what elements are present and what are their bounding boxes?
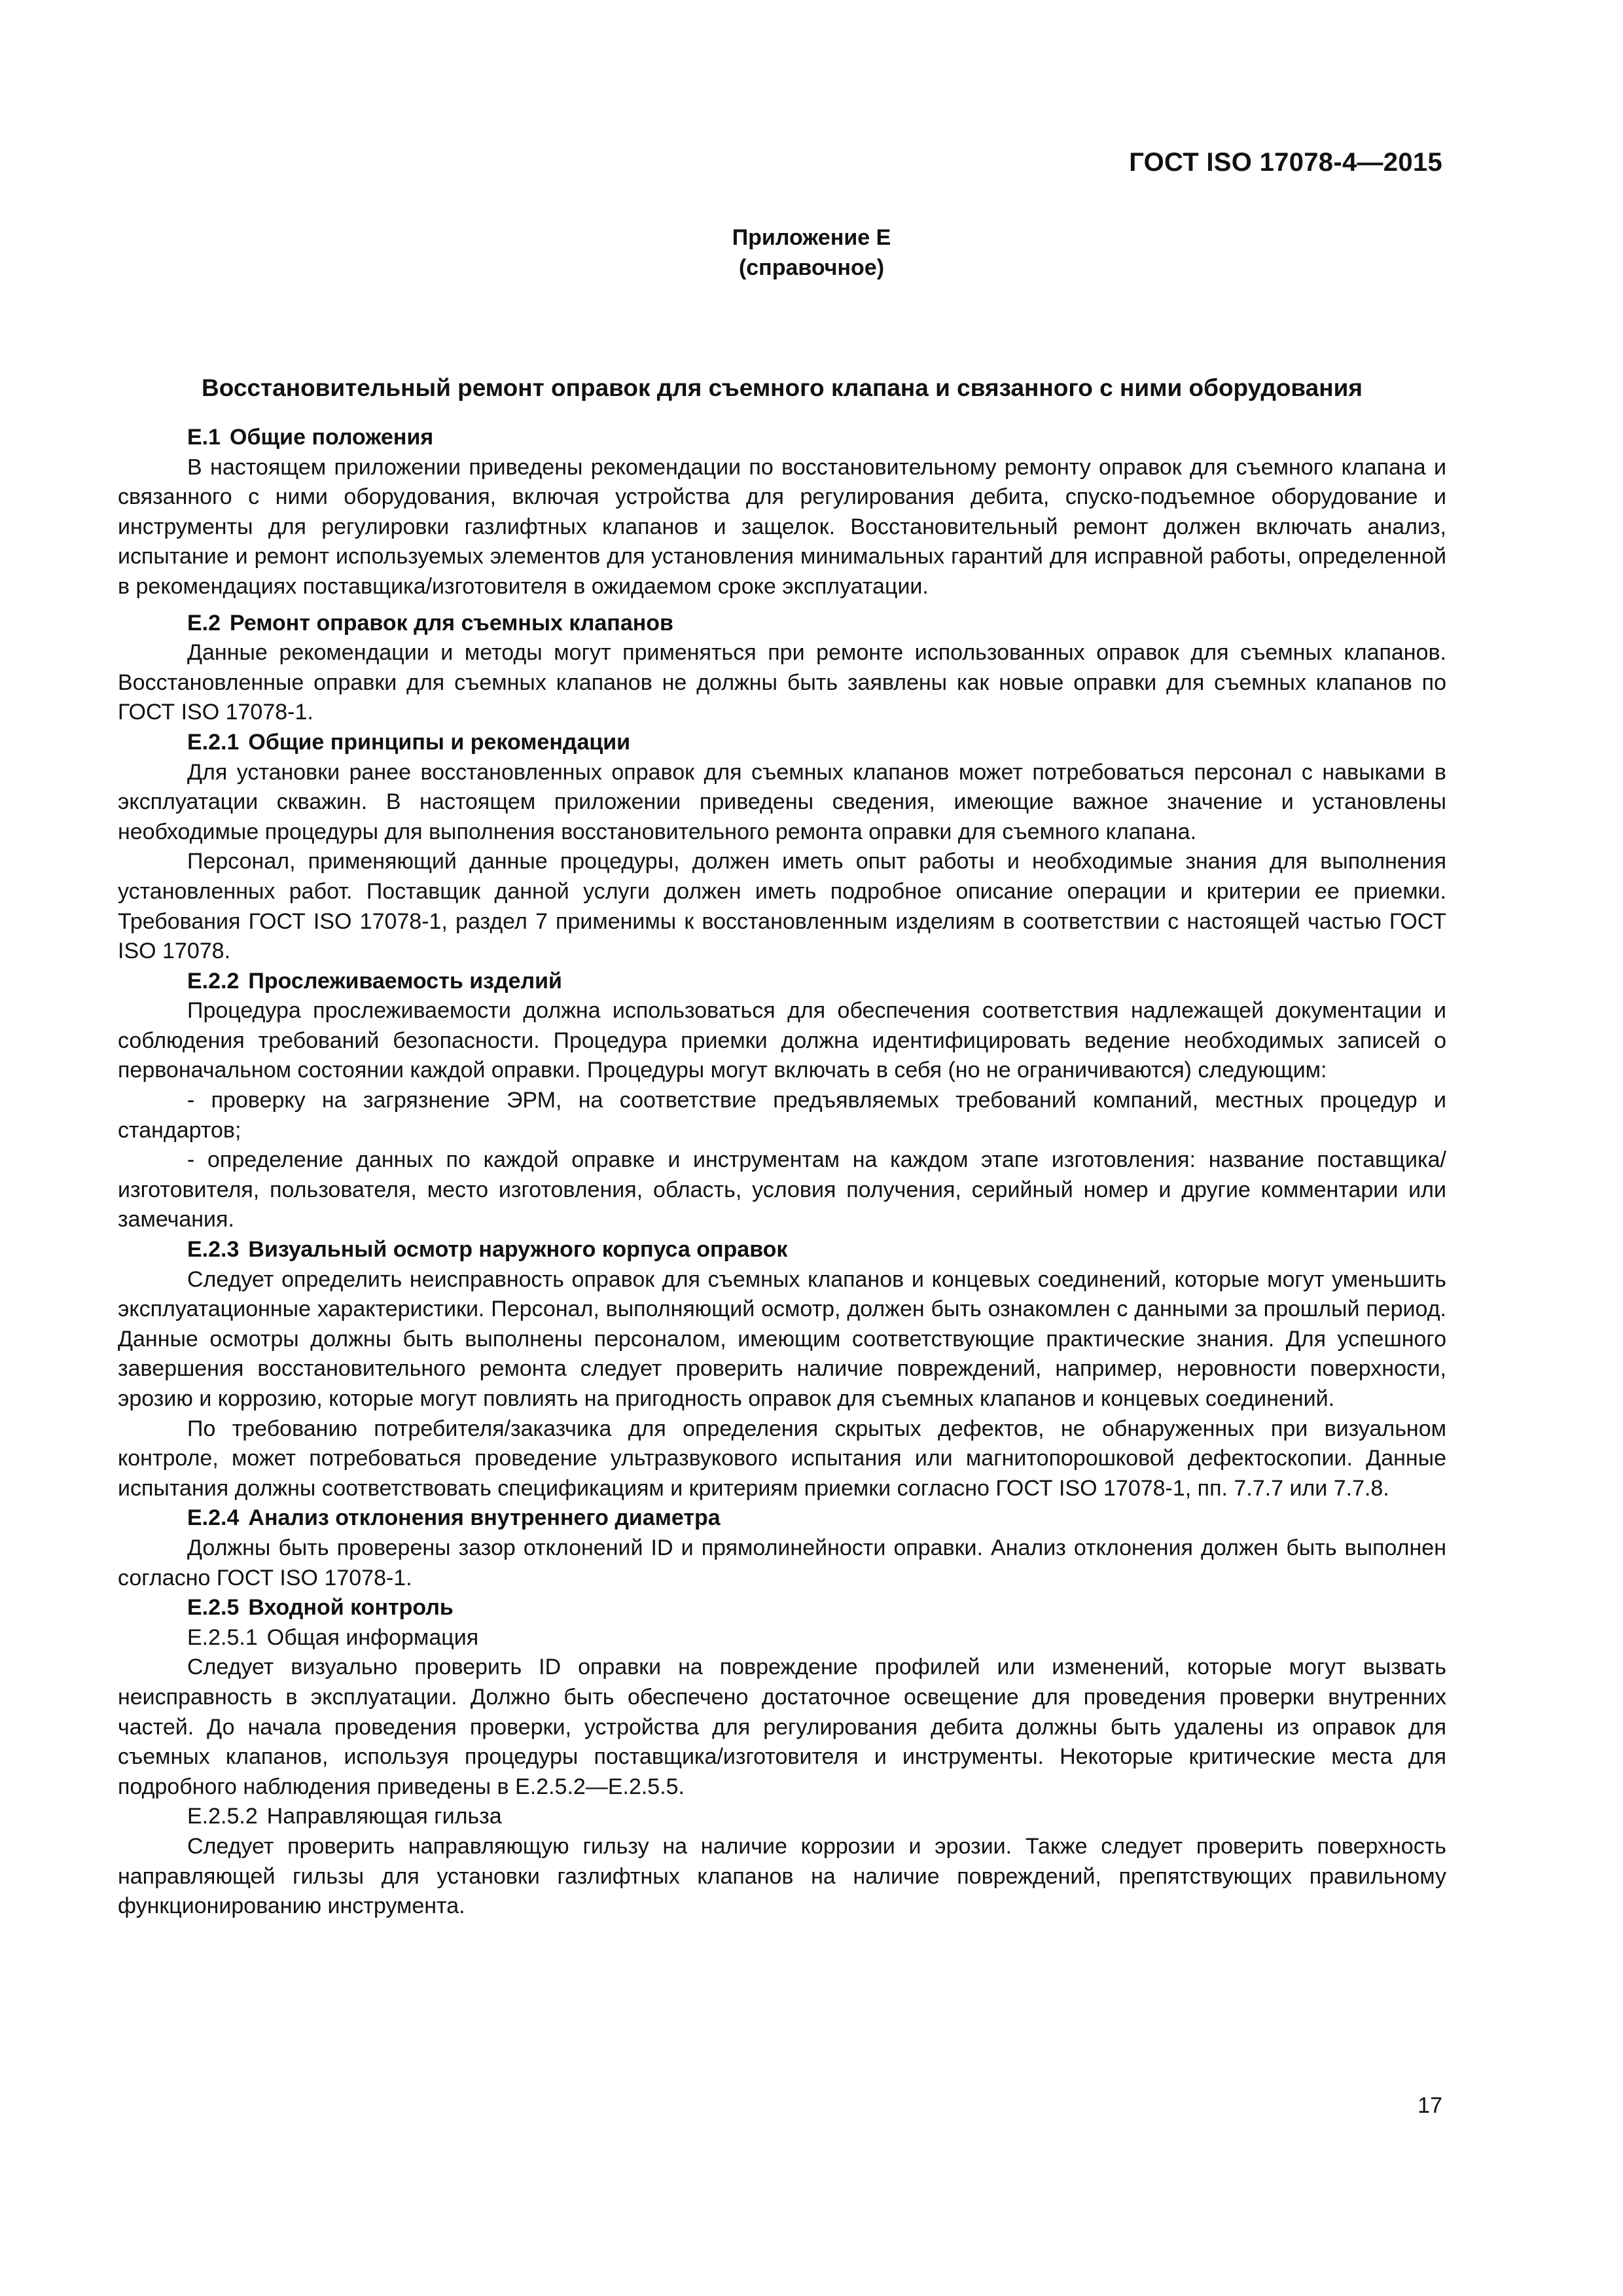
section-number: Е.2.5: [187, 1595, 240, 1621]
section-heading-e2: [118, 609, 1446, 639]
paragraph: В настоящем приложении приведены рекомендации по восстановительному ремонту оправок для съемного клапана и связанного с ними оборудования, включая устройства для регулирования дебита, спуско-подъемное оборудование и инструменты для регулировки газлифтных клапанов и защелок. Восстановительный ремонт должен включать анализ, испытание и ремонт используемых элементов для установления минимальных гарантий для исправной работы, определенной в рекомендациях поставщика/изготовителя в ожидаемом сроке эксплуатации.: [118, 454, 1446, 599]
section-heading-e22: [118, 967, 1446, 997]
section-title: Ремонт оправок для съемных клапанов: [230, 610, 673, 636]
section-title: Анализ отклонения внутреннего диаметра: [248, 1505, 721, 1531]
annex-heading: [0, 223, 1623, 283]
paragraph: По требованию потребителя/заказчика для определения скрытых дефектов, не обнаруженных при визуальном контроле, может потребоваться проведение ультразвукового испытания или магнитопорошковой дефектоскопии. Данные испытания должны соответствовать спецификациям и критериям приемки согласно ГОСТ ISO 17078-1, пп. 7.7.7 или 7.7.8.: [118, 1416, 1446, 1501]
paragraph: Процедура прослеживаемости должна использоваться для обеспечения соответствия надлежащей документации и соблюдения требований безопасности. Процедура приемки должна идентифицировать ведение необходимых записей о первоначальном состоянии каждой оправки. Процедуры могут включать в себя (но не ограничиваются) следующим:: [118, 998, 1446, 1083]
section-number: Е.1: [187, 425, 221, 450]
subsection-title: Общая информация: [266, 1624, 479, 1650]
standard-number: ГОСТ ISO 17078-4—2015: [1129, 148, 1442, 177]
section-heading-e24: [118, 1503, 1446, 1534]
list-item: - определение данных по каждой оправке и инструментам на каждом этапе изготовления: название поставщика/изготовителя, пользователя, место изготовления, область, условия получения, серийный номер и другие комментарии или замечания.: [118, 1147, 1446, 1232]
section-number: Е.2.1: [187, 729, 240, 755]
section-title: Визуальный осмотр наружного корпуса оправок: [248, 1237, 788, 1263]
annex-title: Восстановительный ремонт оправок для съемного клапана и связанного с ними оборудования: [202, 374, 1363, 401]
section-heading-e25: [118, 1593, 1446, 1623]
paragraph: Персонал, применяющий данные процедуры, должен иметь опыт работы и необходимые знания для выполнения установленных работ. Поставщик данной услуги должен иметь подробное описание операции и критерии ее приемки. Требования ГОСТ ISO 17078-1, раздел 7 применимы к восстановленным изделиям в соответствии с настоящей частью ГОСТ ISO 17078.: [118, 849, 1446, 964]
section-number: Е.2: [187, 610, 221, 636]
paragraph: Следует проверить направляющую гильзу на наличие коррозии и эрозии. Также следует проверить поверхность направляющей гильзы для установки газлифтных клапанов на наличие повреждений, препятствующих правильному функционированию инструмента.: [118, 1833, 1446, 1919]
subsection-number: Е.2.5.2: [187, 1804, 258, 1829]
section-heading-e23: [118, 1235, 1446, 1265]
subsection-heading-e252: [118, 1802, 1446, 1832]
paragraph: Следует визуально проверить ID оправки на повреждение профилей или изменений, которые могут вызвать неисправность в эксплуатации. Должно быть обеспечено достаточное освещение для проведения проверки внутренних частей. До начала проведения проверки, устройства для регулирования дебита должны быть удалены из оправок для съемных клапанов, используя процедуры поставщика/изготовителя и инструменты. Некоторые критические места для подробного наблюдения приведены в Е.2.5.2—Е.2.5.5.: [118, 1655, 1446, 1799]
subsection-title: Направляющая гильза: [266, 1804, 502, 1829]
list-item: - проверку на загрязнение ЭРМ, на соответствие предъявляемых требований компаний, местных процедур и стандартов;: [118, 1088, 1446, 1143]
paragraph: Для установки ранее восстановленных оправок для съемных клапанов может потребоваться персонал с навыками в эксплуатации скважин. В настоящем приложении приведены сведения, имеющие важное значение и установлены необходимые процедуры для выполнения восстановительного ремонта оправки для съемного клапана.: [118, 759, 1446, 844]
section-title: Входной контроль: [248, 1595, 454, 1621]
section-title: Общие положения: [230, 425, 434, 450]
section-title: Общие принципы и рекомендации: [248, 729, 631, 755]
paragraph: Данные рекомендации и методы могут применяться при ремонте использованных оправок для съемных клапанов. Восстановленные оправки для съемных клапанов не должны быть заявлены как новые оправки для съемных клапанов по ГОСТ ISO 17078-1.: [118, 640, 1446, 725]
annex-label: Приложение Е: [732, 225, 891, 250]
section-number: Е.2.3: [187, 1237, 240, 1263]
section-title: Прослеживаемость изделий: [248, 968, 562, 994]
section-heading-e1: [118, 423, 1446, 453]
section-heading-e21: [118, 728, 1446, 758]
subsection-heading-e251: [118, 1623, 1446, 1653]
subsection-number: Е.2.5.1: [187, 1624, 258, 1650]
section-number: Е.2.4: [187, 1505, 240, 1531]
document-body: [118, 372, 1446, 1922]
paragraph: Должны быть проверены зазор отклонений ID и прямолинейности оправки. Анализ отклонения должен быть выполнен согласно ГОСТ ISO 17078-1.: [118, 1535, 1446, 1590]
section-number: Е.2.2: [187, 968, 240, 994]
page-number: 17: [1418, 2093, 1442, 2118]
paragraph: Следует определить неисправность оправок для съемных клапанов и концевых соединений, которые могут уменьшить эксплуатационные характеристики. Персонал, выполняющий осмотр, должен быть ознакомлен с данными за прошлый период. Данные осмотры должны быть выполнены персоналом, имеющим соответствующие практические знания. Для успешного завершения восстановительного ремонта следует проверить наличие повреждений, например, неровности поверхности, эрозию и коррозию, которые могут повлиять на пригодность оправок для съемных клапанов и концевых соединений.: [118, 1266, 1446, 1411]
annex-type: (справочное): [738, 255, 885, 280]
